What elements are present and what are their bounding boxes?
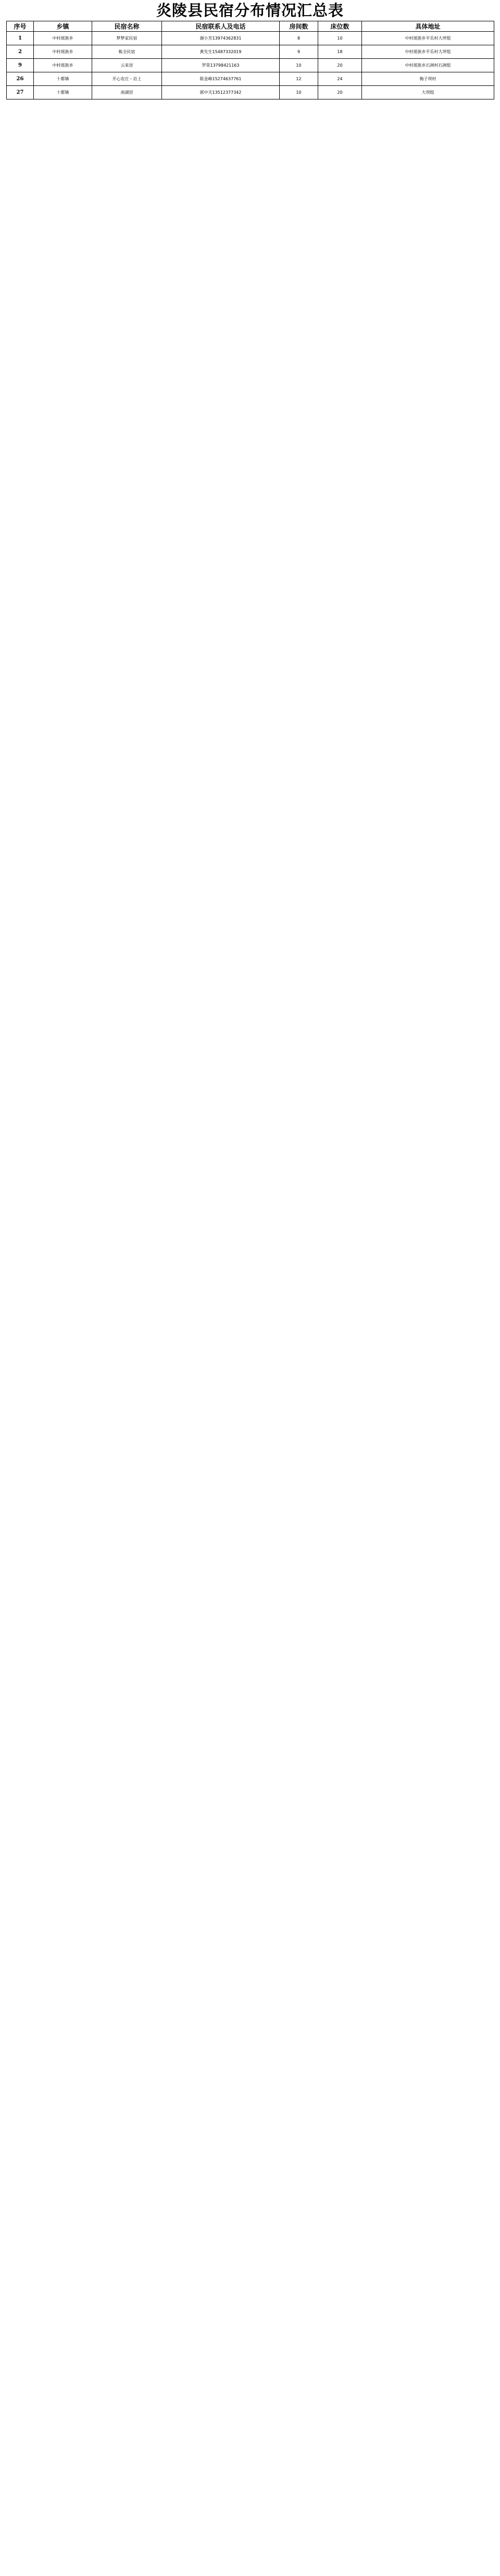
table-row xyxy=(7,45,494,59)
row-rooms: 12 xyxy=(280,72,318,86)
row-index: 1 xyxy=(7,32,34,45)
header-row xyxy=(7,21,494,32)
row-contact: 罗荣13798421163 xyxy=(162,59,280,72)
row-name: 开心农庄・岩上 xyxy=(92,72,162,86)
col-header-beds: 床位数 xyxy=(318,21,362,32)
homestay-table xyxy=(6,21,494,99)
row-beds: 24 xyxy=(318,72,362,86)
col-header-address: 具体地址 xyxy=(362,21,494,32)
row-rooms: 10 xyxy=(280,59,318,72)
page-title: 炎陵县民宿分布情况汇总表 xyxy=(156,2,344,19)
row-rooms: 9 xyxy=(280,45,318,59)
col-header-index: 序号 xyxy=(7,21,34,32)
table-row xyxy=(7,86,494,99)
row-rooms: 10 xyxy=(280,86,318,99)
row-name: 梦梦家民宿 xyxy=(92,32,162,45)
row-index: 26 xyxy=(7,72,34,86)
row-address: 大坝组 xyxy=(362,86,494,99)
row-contact: 黄先生15487332019 xyxy=(162,45,280,59)
row-town: 中村瑶族乡 xyxy=(34,32,92,45)
row-beds: 10 xyxy=(318,32,362,45)
row-address: 中村瑶族乡平乐村大坪组 xyxy=(362,32,494,45)
table-row xyxy=(7,59,494,72)
row-address: 梅子坝村 xyxy=(362,72,494,86)
col-header-name: 民宿名称 xyxy=(92,21,162,32)
row-town: 中村瑶族乡 xyxy=(34,45,92,59)
row-contact: 陈金峰15274637761 xyxy=(162,72,280,86)
row-beds: 20 xyxy=(318,86,362,99)
row-index: 27 xyxy=(7,86,34,99)
table-row xyxy=(7,32,494,45)
row-beds: 18 xyxy=(318,45,362,59)
row-index: 2 xyxy=(7,45,34,59)
row-town: 十都镇 xyxy=(34,72,92,86)
table-row xyxy=(7,72,494,86)
row-name: 云来居 xyxy=(92,59,162,72)
row-contact: 谢小芳13974362831 xyxy=(162,32,280,45)
col-header-town: 乡镇 xyxy=(34,21,92,32)
row-address: 中村瑶族乡石洲村石洲组 xyxy=(362,59,494,72)
row-address: 中村瑶族乡平乐村大坪组 xyxy=(362,45,494,59)
row-town: 十都镇 xyxy=(34,86,92,99)
document-page xyxy=(6,0,494,99)
row-name: 栋全民宿 xyxy=(92,45,162,59)
col-header-rooms: 房间数 xyxy=(280,21,318,32)
row-index: 9 xyxy=(7,59,34,72)
row-rooms: 8 xyxy=(280,32,318,45)
row-beds: 20 xyxy=(318,59,362,72)
col-header-contact: 民宿联系人及电话 xyxy=(162,21,280,32)
row-contact: 郭中夫13512377342 xyxy=(162,86,280,99)
row-town: 中村瑶族乡 xyxy=(34,59,92,72)
row-name: 南湖居 xyxy=(92,86,162,99)
table-body xyxy=(7,32,494,99)
